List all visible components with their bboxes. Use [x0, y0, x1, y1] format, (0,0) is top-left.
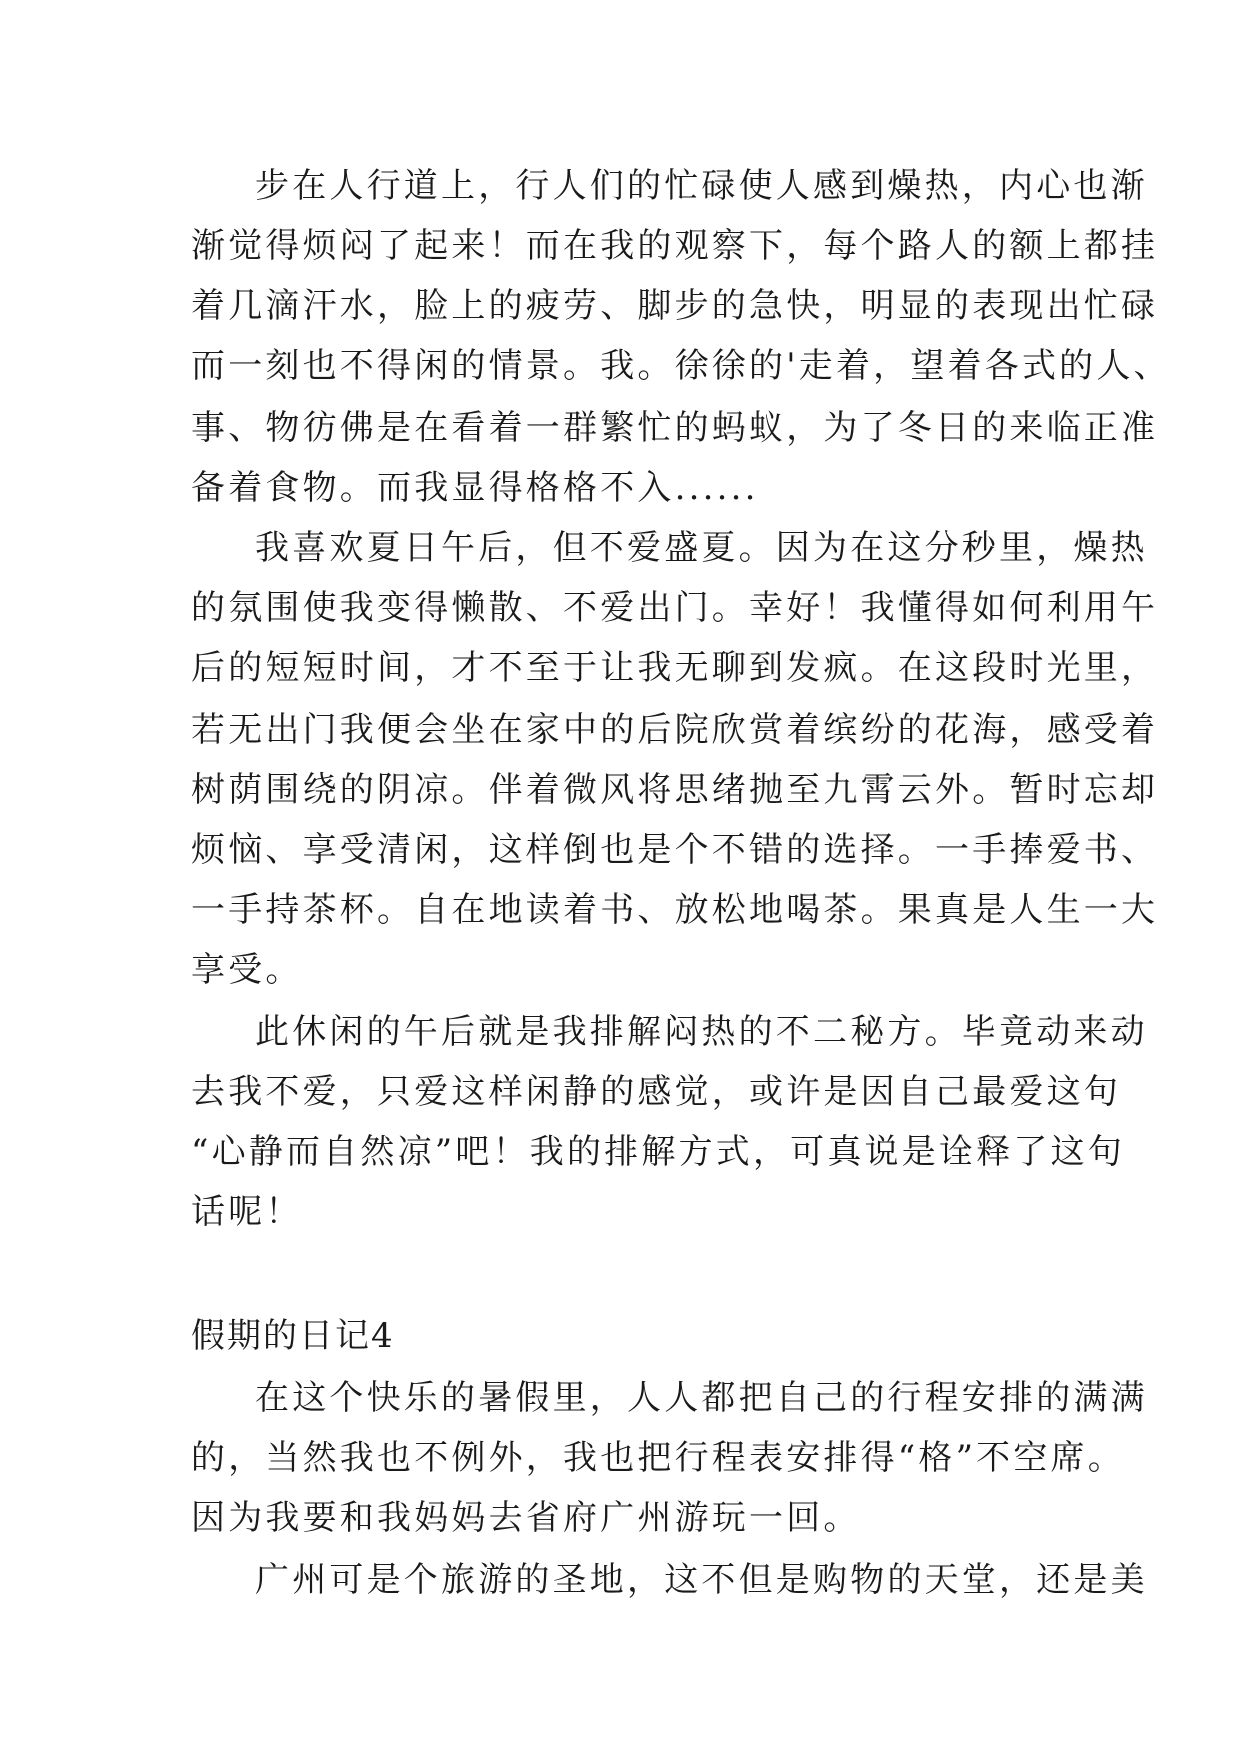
paragraph-line: 着几滴汗水，脸上的疲劳、脚步的急快，明显的表现出忙碌	[191, 286, 1159, 326]
paragraph-line: 广州可是个旅游的圣地，这不但是购物的天堂，还是美	[255, 1560, 1148, 1600]
paragraph-line: 备着食物。而我显得格格不入......	[191, 468, 759, 508]
paragraph-line: 话呢！	[191, 1192, 303, 1232]
paragraph-line: “心静而自然凉”吧！我的排解方式，可真说是诠释了这句	[191, 1132, 1125, 1172]
paragraph-line: 一手持茶杯。自在地读着书、放松地喝茶。果真是人生一大	[191, 890, 1159, 930]
paragraph-line: 后的短短时间，才不至于让我无聊到发疯。在这段时光里，	[191, 648, 1159, 688]
paragraph-line: 若无出门我便会坐在家中的后院欣赏着缤纷的花海，感受着	[191, 710, 1159, 750]
paragraph-line: 的氛围使我变得懒散、不爱出门。幸好！我懂得如何利用午	[191, 588, 1159, 628]
paragraph-line: 此休闲的午后就是我排解闷热的不二秘方。毕竟动来动	[255, 1012, 1148, 1052]
paragraph-line: 的，当然我也不例外，我也把行程表安排得“格”不空席。	[191, 1438, 1125, 1478]
paragraph-line: 树荫围绕的阴凉。伴着微风将思绪抛至九霄云外。暂时忘却	[191, 770, 1159, 810]
paragraph-line: 而一刻也不得闲的情景。我。徐徐的'走着，望着各式的人、	[191, 346, 1171, 386]
paragraph-line: 享受。	[191, 950, 303, 990]
paragraph-line: 去我不爱，只爱这样闲静的感觉，或许是因自己最爱这句	[191, 1072, 1121, 1112]
paragraph-line: 步在人行道上，行人们的忙碌使人感到燥热，内心也渐	[255, 166, 1148, 206]
paragraph-line: 我喜欢夏日午后，但不爱盛夏。因为在这分秒里，燥热	[255, 528, 1148, 568]
paragraph-line: 因为我要和我妈妈去省府广州游玩一回。	[191, 1498, 861, 1538]
paragraph-line: 在这个快乐的暑假里，人人都把自己的行程安排的满满	[255, 1378, 1148, 1418]
paragraph-line: 事、物彷佛是在看着一群繁忙的蚂蚁，为了冬日的来临正准	[191, 408, 1159, 448]
section-heading: 假期的日记4	[191, 1316, 395, 1356]
paragraph-line: 渐觉得烦闷了起来！而在我的观察下，每个路人的额上都挂	[191, 226, 1159, 266]
paragraph-line: 烦恼、享受清闲，这样倒也是个不错的选择。一手捧爱书、	[191, 830, 1159, 870]
